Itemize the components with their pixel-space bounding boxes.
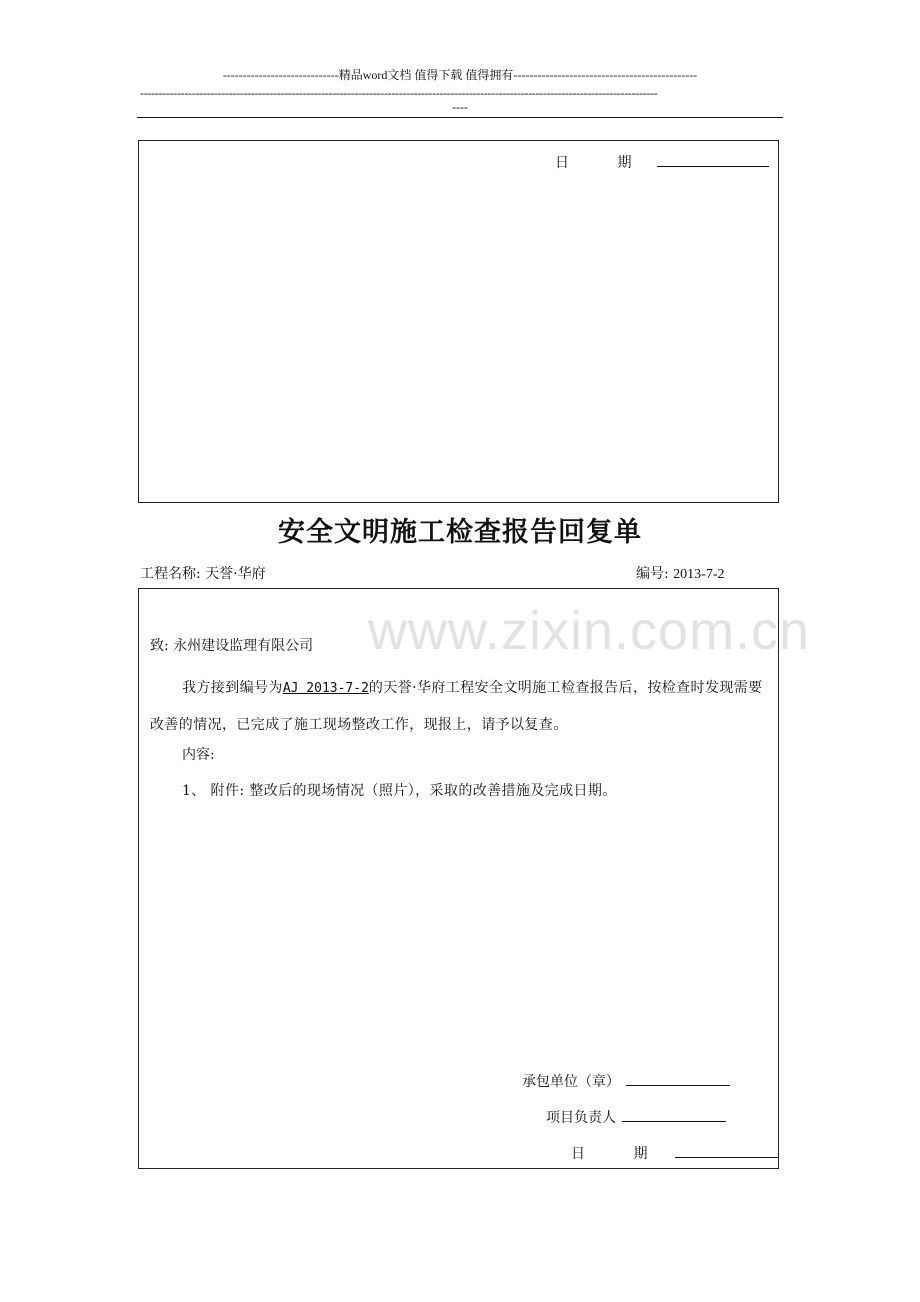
contractor-blank[interactable] [626, 1069, 730, 1086]
contractor-label: 承包单位（章） [522, 1074, 620, 1090]
previous-form-box [138, 140, 779, 503]
attachment-item: 1、 附件: 整改后的现场情况（照片），采取的改善措施及完成日期。 [182, 783, 617, 799]
manager-label: 项目负责人 [546, 1110, 616, 1126]
form-number-line [636, 563, 725, 583]
top-date-blank[interactable] [657, 150, 769, 167]
content-label: 内容: [182, 747, 215, 763]
report-reference: AJ 2013-7-2 [282, 681, 369, 696]
manager-signature [546, 1105, 726, 1127]
manager-blank[interactable] [622, 1105, 726, 1122]
number-value: 2013-7-2 [673, 567, 725, 582]
bottom-date-field [571, 1141, 779, 1163]
reply-paragraph [150, 670, 770, 744]
para-after: 的天誉·华府工程安全文明施工检查报告后，按检查时发现需要改善的情况，已完成了施工现场整改工作，现报上，请予以复查。 [150, 680, 763, 733]
project-name: 天誉·华府 [205, 566, 266, 582]
header-rule [137, 117, 783, 118]
number-label: 编号: [636, 566, 669, 582]
page-header-dashes: -------------------------------------------------------------------------------------------------------------------------------------------- [140, 86, 658, 100]
addressee: 致: 永州建设监理有限公司 [150, 638, 314, 654]
project-label: 工程名称: [140, 566, 201, 582]
top-date-field [555, 150, 769, 172]
watermark: www.zixin.com.cn [368, 601, 811, 661]
contractor-signature [522, 1069, 730, 1091]
project-name-line [140, 563, 266, 583]
form-title: 安全文明施工检查报告回复单 [278, 517, 642, 548]
bottom-date-blank[interactable] [675, 1141, 779, 1158]
para-before: 我方接到编号为 [182, 680, 283, 696]
page-header-dashes-tail: ---- [452, 100, 468, 114]
page-header-banner: -----------------------------精品word文档 值得下载 值得拥有---------------------------------------------- [222, 68, 698, 82]
bottom-date-label: 日 期 [571, 1146, 670, 1162]
top-date-label: 日 期 [555, 155, 654, 171]
